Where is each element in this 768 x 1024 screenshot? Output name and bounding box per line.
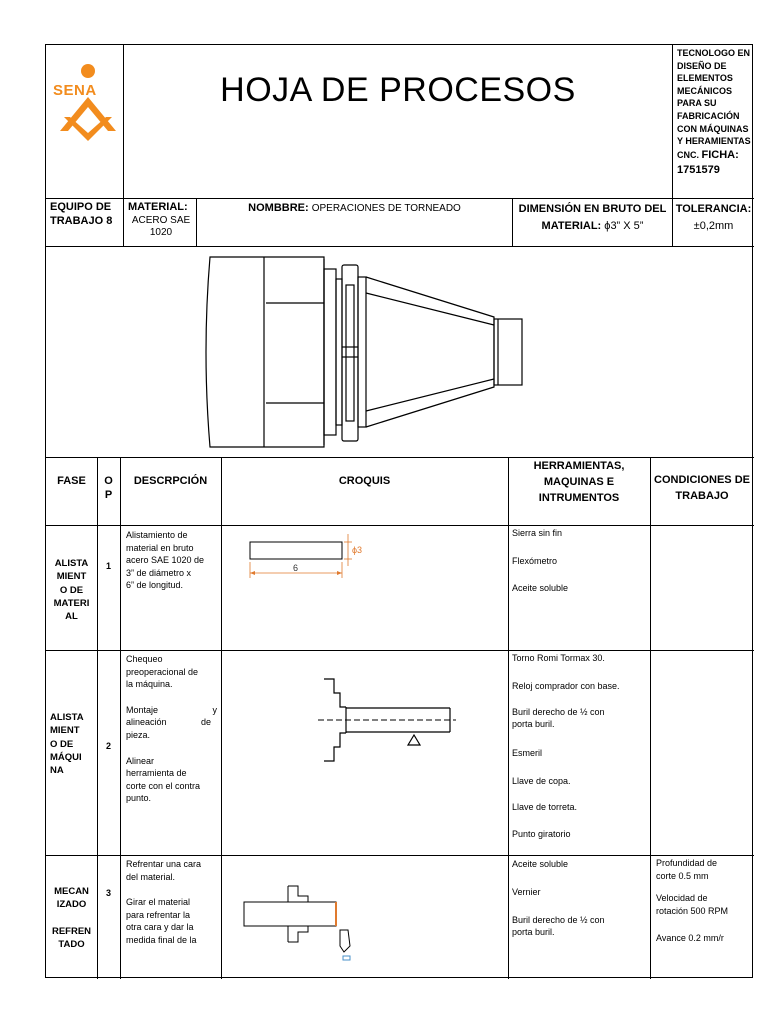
tool-item: Torno Romi Tormax 30. [512, 653, 605, 663]
row3-description [126, 858, 220, 947]
fase-line: O DE [50, 738, 74, 750]
tool-item: Vernier [512, 887, 541, 897]
program-line: FABRICACIÓN [677, 110, 740, 121]
fase-line: MECAN [54, 886, 89, 897]
tolerance-label: TOLERANCIA: [675, 203, 752, 215]
row1-sketch [222, 526, 508, 650]
facing-sketch-icon [222, 856, 508, 979]
row2-sketch [222, 651, 508, 855]
team-label [50, 201, 122, 229]
row1-fase [46, 557, 97, 623]
divider [46, 198, 754, 199]
dimension-label: MATERIAL: [541, 220, 602, 233]
turned-part-drawing-icon [46, 247, 754, 457]
description-line: la máquina. [126, 679, 173, 690]
sena-logo-icon [46, 45, 123, 198]
chuck-alignment-sketch-icon [222, 651, 508, 855]
description-line: Alistamiento de [126, 530, 188, 540]
tool-item: Sierra sin fin [512, 528, 563, 538]
tolerance-value: ±0,2mm [693, 220, 734, 233]
description-line: Alinear [126, 755, 155, 766]
row2-description [126, 653, 218, 805]
condition-line: Velocidad de [656, 893, 708, 904]
tool-item: Reloj comprador con base. [512, 681, 620, 691]
raw-bar-sketch-icon [222, 526, 508, 650]
program-line: PARA SU [677, 98, 717, 109]
material-value: 1020 [149, 227, 173, 239]
row2-op: 2 [105, 741, 111, 751]
program-line: ELEMENTOS [677, 73, 733, 84]
fase-line: TADO [58, 938, 85, 950]
tool-item: Esmeril [512, 748, 543, 758]
fase-line: ALISTA [54, 558, 89, 569]
column-tools [508, 459, 650, 507]
divider [650, 457, 651, 979]
tool-item: porta buril. [512, 719, 555, 729]
team-line: EQUIPO DE [50, 201, 112, 213]
row3-fase [46, 885, 97, 951]
divider [508, 457, 509, 979]
tool-item: Aceite soluble [512, 859, 569, 869]
description-line: 6” de longitud. [126, 580, 184, 591]
tool-item: Buril derecho de ½ con [512, 707, 605, 717]
tool-item: Buril derecho de ½ con [512, 915, 605, 925]
fase-line: MATERI [53, 597, 90, 609]
page-title: HOJA DE PROCESOS [220, 71, 576, 109]
description-line: acero SAE 1020 de [126, 555, 205, 566]
tool-item: porta buril. [512, 927, 555, 937]
sketch-length-label: 6 [293, 563, 299, 573]
material-info [128, 201, 194, 240]
tool-item: Flexómetro [512, 556, 558, 566]
row2-fase [50, 711, 97, 777]
divider [120, 457, 121, 979]
material-label: MATERIAL: [128, 201, 188, 213]
description-line: herramienta de [126, 768, 187, 779]
condition-line: corte 0.5 mm [656, 871, 709, 882]
program-line: DISEÑO DE [677, 60, 727, 71]
process-name [197, 202, 512, 216]
name-label: NOMBBRE: [248, 202, 309, 214]
sketch-diameter-label: ϕ3 [352, 545, 363, 555]
description-line: Montaje y [126, 704, 218, 715]
row1-tools [512, 526, 650, 650]
team-line: TRABAJO 8 [50, 214, 113, 227]
fase-line: ALISTA [50, 712, 84, 723]
row1-op: 1 [105, 561, 111, 571]
tool-item: Llave de torreta. [512, 802, 578, 812]
divider [97, 457, 98, 979]
program-line: MECÁNICOS [677, 85, 733, 96]
process-sheet [45, 44, 753, 978]
ficha-value: 1751579 [677, 164, 720, 177]
description-line: del material. [126, 871, 176, 882]
fase-line: AL [65, 611, 78, 623]
tools-header-line: HERRAMIENTAS, [533, 460, 625, 472]
fase-line: MIENT [56, 571, 87, 583]
program-line: TECNOLOGO EN [677, 48, 751, 58]
condition-line: rotación 500 RPM [656, 906, 729, 917]
fase-line: MIENT [50, 725, 80, 737]
svg-text:SENA: SENA [53, 82, 97, 99]
row1-description [126, 529, 220, 592]
program-info [677, 47, 753, 198]
tool-item: Llave de copa. [512, 776, 571, 786]
row2-tools [512, 651, 650, 855]
tool-item: Punto giratorio [512, 829, 571, 839]
cnc-label: CNC. [677, 149, 699, 160]
fase-line: MÁQUI [50, 751, 82, 763]
condition-line: Avance 0.2 mm/r [656, 933, 724, 944]
row3-op: 3 [105, 888, 111, 898]
description-line: Chequeo [126, 654, 163, 664]
part-drawing [46, 247, 754, 457]
description-line: Girar el material [126, 897, 191, 908]
column-fase: FASE [57, 475, 86, 487]
dimension-value: ϕ3” X 5” [604, 220, 644, 233]
condition-line: Profundidad de [656, 858, 718, 868]
description-line: 3” de diámetro x [126, 567, 192, 578]
description-line: punto. [126, 793, 152, 804]
fase-line: NA [50, 765, 64, 777]
tolerance [673, 201, 754, 235]
row3-conditions [656, 857, 752, 945]
description-line: material en bruto [126, 542, 194, 553]
row3-tools [512, 856, 650, 979]
tools-header-line: INTRUMENTOS [538, 491, 620, 504]
column-croquis: CROQUIS [338, 475, 391, 487]
description-line: medida final de la [126, 934, 197, 945]
program-line: Y HERAMIENTAS [677, 136, 751, 147]
description-line: pieza. [126, 729, 151, 740]
dimension-line: DIMENSIÓN EN BRUTO DEL [518, 203, 667, 215]
tool-item: Aceite soluble [512, 583, 569, 593]
material-value: ACERO SAE [131, 214, 191, 226]
op-line: O [104, 475, 113, 487]
description-line: para refrentar la [126, 909, 191, 920]
sena-logo [46, 45, 123, 198]
description-line: alineación de [126, 717, 212, 728]
description-line: preoperacional de [126, 666, 199, 677]
description-line: otra cara y dar la [126, 922, 194, 933]
fase-line: IZADO [56, 899, 87, 911]
divider [46, 457, 754, 458]
fase-line: O DE [59, 584, 84, 596]
name-value: OPERACIONES DE TORNEADO [311, 203, 461, 214]
description-line: Refrentar una cara [126, 859, 202, 869]
tools-header-line: MAQUINAS E [543, 475, 615, 488]
cond-header-line: CONDICIONES DE [654, 474, 750, 486]
ficha-label: FICHA: [701, 148, 739, 161]
program-line: CON MÁQUINAS [677, 123, 749, 134]
column-op [97, 475, 120, 503]
ficha-line [677, 148, 753, 163]
op-line: P [104, 488, 113, 501]
column-description: DESCRPCIÓN [133, 475, 208, 487]
fase-line: REFREN [51, 925, 92, 937]
row3-sketch [222, 856, 508, 979]
raw-dimension [513, 201, 672, 235]
cond-header-line: TRABAJO [675, 489, 729, 502]
column-conditions [650, 473, 754, 505]
description-line: corte con el contra [126, 780, 201, 791]
